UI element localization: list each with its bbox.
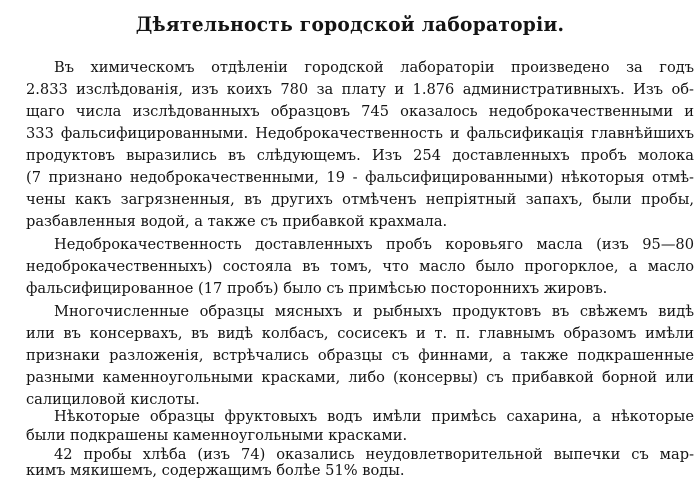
text-line-16: салициловой кислоты.: [26, 391, 200, 408]
text-line-1: Въ химическомъ отдѣленіи городской лабораторіи произведено за годъ: [54, 59, 694, 76]
text-line-19: 42 пробы хлѣба (изъ 74) оказались неудовлетворительной выпечки съ мар-: [54, 446, 694, 463]
text-line-20: кимъ мякишемъ, содержащимъ болѣе 51% воды.: [26, 462, 405, 479]
text-line-12: Многочисленные образцы мясныхъ и рыбныхъ продуктовъ въ свѣжемъ видѣ: [54, 303, 694, 320]
text-line-10: недоброкачественныхъ) состояла въ томъ, что масло было прогорклое, а масло: [26, 258, 694, 275]
text-line-14: признаки разложенія, встрѣчались образцы съ финнами, а также подкрашенные: [26, 347, 694, 364]
text-line-13: или въ консервахъ, въ видѣ колбасъ, сосисекъ и т. п. главнымъ образомъ имѣли: [26, 325, 694, 342]
text-line-5: продуктовъ выразились въ слѣдующемъ. Изъ 254 доставленныхъ пробъ молока: [26, 147, 694, 164]
text-line-2: 2.833 изслѣдованія, изъ коихъ 780 за плату и 1.876 административныхъ. Изъ об-: [26, 81, 694, 98]
text-line-18: были подкрашены каменноугольными красками.: [26, 427, 408, 444]
document-title: Дѣятельность городской лабораторіи.: [135, 12, 565, 36]
text-line-4: 333 фальсифицированными. Недоброкачественность и фальсификація главнѣйшихъ: [26, 125, 694, 142]
text-line-7: чены какъ загрязненныя, въ другихъ отмѣченъ непріятный запахъ, были пробы,: [26, 191, 694, 208]
text-line-6: (7 признано недоброкачественными, 19 - фальсифицированными) нѣкоторыя отмѣ-: [26, 169, 694, 186]
text-line-8: разбавленныя водой, а также съ прибавкой крахмала.: [26, 213, 448, 230]
text-line-9: Недоброкачественность доставленныхъ пробъ коровьяго масла (изъ 95—80: [54, 236, 694, 253]
text-line-11: фальсифицированное (17 пробъ) было съ примѣсью постороннихъ жировъ.: [26, 280, 608, 297]
text-line-3: щаго числа изслѣдованныхъ образцовъ 745 оказалось недоброкачественными и: [26, 103, 694, 120]
text-line-15: разными каменноугольными красками, либо (консервы) съ прибавкой борной или: [26, 369, 694, 386]
text-line-17: Нѣкоторые образцы фруктовыхъ водъ имѣли примѣсь сахарина, а нѣкоторые: [54, 408, 694, 425]
